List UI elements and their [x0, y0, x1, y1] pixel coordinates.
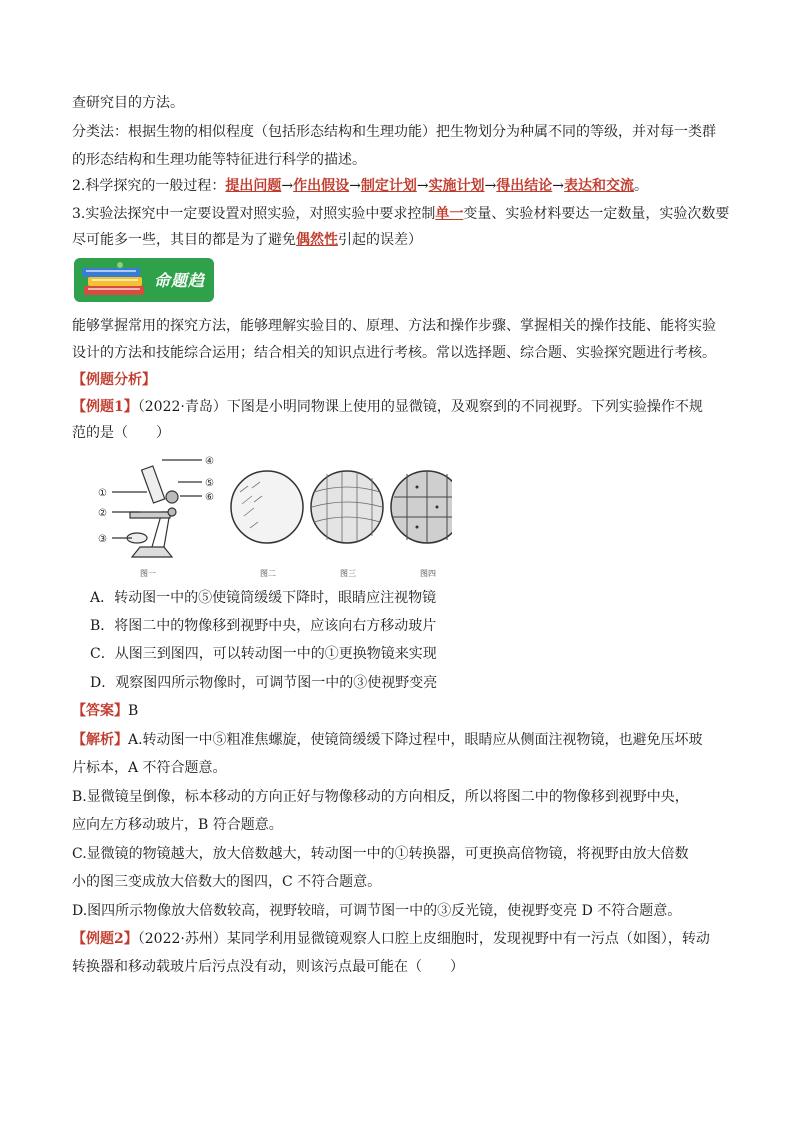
- explain-line-3: B.显微镜呈倒像，标本移动的方向正好与物像移动的方向相反，所以将图二中的物像移到视野中央，: [72, 789, 689, 805]
- example2-question-line-2: 转换器和移动载玻片后污点没有动，则该污点最可能在（ ）: [72, 959, 464, 975]
- arrow: →: [484, 178, 497, 194]
- field-of-view-3: [311, 471, 383, 543]
- step-execute: 实施计划: [428, 178, 485, 194]
- analysis-heading: 【例题分析】: [72, 372, 156, 388]
- example2-question-line-1: [72, 925, 722, 953]
- example1-question-line-2: 范的是（ ）: [72, 425, 170, 441]
- arrow: →: [416, 178, 429, 194]
- steps-prefix: 2.科学探究的一般过程：: [72, 178, 226, 194]
- field-of-view-4: [391, 471, 452, 543]
- banner-title: 命题趋: [154, 271, 206, 290]
- steps-end: 。: [634, 178, 649, 194]
- experiment-text: 变量、实验材料要达一定数量，实验次数要: [463, 206, 730, 222]
- classify-line-1: 分类法：根据生物的相似程度（包括形态结构和生理功能）把生物划分为种属不同的等级，并对每一类群: [72, 124, 716, 140]
- label-4: ④: [205, 456, 214, 467]
- example1-tag: 【例题1】: [72, 399, 138, 415]
- explain-text: A.转动图一中⑤粗准焦螺旋，使镜筒缓缓下降过程中，眼睛应从侧面注视物镜，也避免压坏玻: [128, 732, 703, 748]
- example2-tag: 【例题2】: [72, 931, 138, 947]
- arrow: →: [349, 178, 361, 194]
- experiment-text: 尽可能多一些，其目的都是为了避免: [72, 232, 296, 248]
- trend-banner: [74, 258, 214, 302]
- field-of-view-2: [231, 471, 303, 543]
- answer-tag: 【答案】: [72, 703, 128, 719]
- label-1: ①: [98, 488, 107, 499]
- explain-line-7: D.图四所示物像放大倍数较高，视野较暗，可调节图一中的③反光镜，使视野变亮 D 不符合题意。: [72, 903, 682, 919]
- step-ask-question: 提出问题: [225, 178, 282, 194]
- microscope-diagram: [112, 460, 202, 557]
- step-hypothesis: 作出假设: [293, 178, 350, 194]
- label-6: ⑥: [205, 492, 214, 503]
- single-variable: 单一: [435, 206, 464, 222]
- answer-value: B: [128, 703, 139, 719]
- experiment-text: 引起的误差）: [338, 232, 422, 248]
- books-icon: [80, 260, 150, 300]
- experiment-line-2: [72, 226, 722, 254]
- arrow: →: [552, 178, 565, 194]
- inquiry-steps: [72, 172, 722, 200]
- explain-line-4: 应向左方移动玻片，B 符合题意。: [72, 817, 283, 833]
- question-text: （2022·青岛）下图是小明同物课上使用的显微镜，及观察到的不同视野。下列实验操作不规: [137, 399, 703, 415]
- example1-question-line-1: [72, 393, 722, 421]
- chance-keyword: 偶然性: [296, 232, 338, 248]
- explain-line-5: C.显微镜的物镜越大，放大倍数越大，转动图一中的①转换器，可更换高倍物镜，将视野由放大倍数: [72, 846, 689, 862]
- explain-line-6: 小的图三变成放大倍数大的图四，C 不符合题意。: [72, 874, 382, 890]
- step-plan: 制定计划: [360, 178, 417, 194]
- explain-line-1: [72, 726, 722, 754]
- classify-line-2: 的形态结构和生理功能等特征进行科学的描述。: [72, 152, 366, 168]
- experiment-line-1: [72, 200, 730, 228]
- trend-line-2: 设计的方法和技能综合运用；结合相关的知识点进行考核。常以选择题、综合题、实验探究题进行考核。: [72, 345, 716, 361]
- fig1-caption: 图一: [140, 569, 156, 578]
- intro-line: 查研究目的方法。: [72, 95, 184, 111]
- label-5: ⑤: [205, 478, 214, 489]
- option-b: B．将图二中的物像移到视野中央，应该向右方移动玻片: [90, 618, 437, 634]
- fig3-caption: 图三: [340, 569, 356, 578]
- fig4-caption: 图四: [420, 569, 436, 578]
- label-2: ②: [98, 508, 107, 519]
- step-conclusion: 得出结论: [496, 178, 553, 194]
- question-text: （2022·苏州）某同学利用显微镜观察人口腔上皮细胞时，发现视野中有一污点（如图），转动: [137, 931, 710, 947]
- trend-line-1: 能够掌握常用的探究方法，能够理解实验目的、原理、方法和操作步骤、掌握相关的操作技能、能将实验: [72, 318, 716, 334]
- explain-tag: 【解析】: [72, 732, 128, 748]
- label-3: ③: [98, 534, 107, 545]
- fig2-caption: 图二: [260, 569, 276, 578]
- answer-line: [72, 697, 722, 725]
- step-communicate: 表达和交流: [564, 178, 635, 194]
- experiment-text: 3.实验法探究中一定要设置对照实验，对照实验中要求控制: [72, 206, 436, 222]
- option-d: D．观察图四所示物像时，可调节图一中的③使视野变亮: [90, 675, 438, 691]
- arrow: →: [281, 178, 294, 194]
- microscope-figures: [92, 452, 452, 582]
- option-a: A．转动图一中的⑤使镜筒缓缓下降时，眼睛应注视物镜: [90, 590, 437, 606]
- option-c: C．从图三到图四，可以转动图一中的①更换物镜来实现: [90, 646, 437, 662]
- explain-line-2: 片标本，A 不符合题意。: [72, 760, 227, 776]
